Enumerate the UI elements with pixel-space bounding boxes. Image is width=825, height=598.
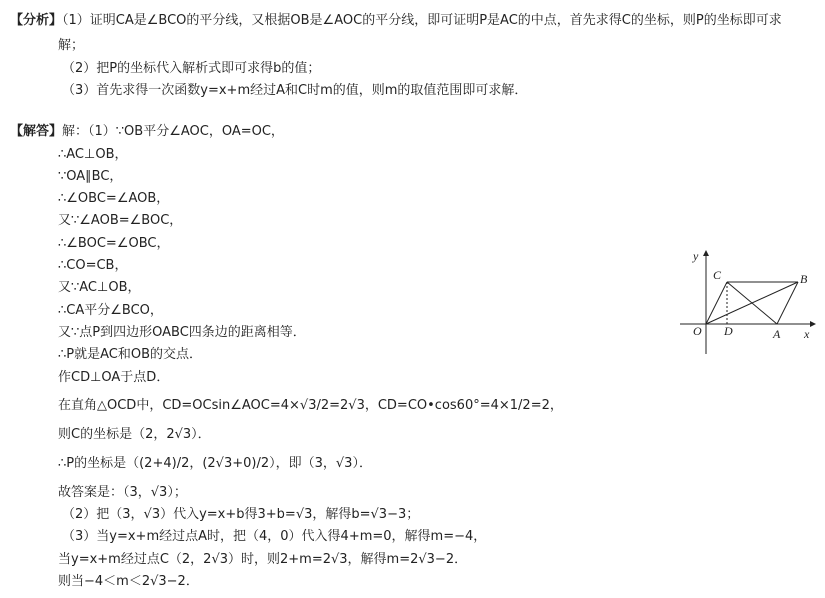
solution-line-12: 作CD⊥OA于点D．: [58, 370, 170, 385]
x-axis-arrow: [810, 321, 816, 327]
solution-line-3: ∵OA∥BC，: [58, 169, 123, 184]
solution-line-19: 当y=x+m经过点C（2，2√3）时，则2+m=2√3，解得m=2√3−2．: [58, 552, 468, 567]
solution-line-17: （2）把（3，√3）代入y=x+b得3+b=√3，解得b=√3−3；: [62, 507, 420, 522]
label-d: D: [724, 324, 733, 338]
solution-line-20: 则当−4＜m＜2√3−2．: [58, 574, 199, 589]
analysis-line-2: 解；: [58, 38, 85, 53]
y-axis-arrow: [703, 250, 709, 256]
analysis-line-3: （2）把P的坐标代入解析式即可求得b的值；: [62, 61, 321, 76]
segment-ba: [777, 282, 798, 324]
label-b: B: [800, 272, 808, 286]
segment-oc: [706, 282, 727, 324]
solution-tag: 【解答】: [10, 124, 63, 139]
label-c: C: [713, 268, 722, 282]
solution-line-18: （3）当y=x+m经过点A时，把（4，0）代入得4+m=0，解得m=−4，: [62, 529, 487, 544]
solution-line-8: 又∵AC⊥OB，: [58, 280, 141, 295]
solution-line-10: 又∵点P到四边形OABC四条边的距离相等．: [58, 325, 306, 340]
analysis-line-4: （3）首先求得一次函数y=x+m经过A和C时m的值，则m的取值范围即可求解．: [62, 83, 528, 98]
segment-ca: [727, 282, 777, 324]
solution-line-5: 又∵∠AOB=∠BOC，: [58, 213, 183, 228]
solution-line-14: 则C的坐标是（2，2√3）．: [58, 427, 211, 442]
solution-line-6: ∴∠BOC=∠OBC，: [58, 236, 170, 251]
solution-line-11: ∴P就是AC和OB的交点．: [58, 347, 203, 362]
label-a: A: [773, 327, 781, 341]
analysis-line-1: 【分析】（1）证明CA是∠BCO的平分线，又根据OB是∠AOC的平分线，即可证明P是AC的中点，首先求得C的坐标，则P的坐标即可求: [10, 13, 782, 28]
label-y: y: [693, 249, 699, 263]
analysis-tag: 【分析】: [10, 13, 63, 28]
solution-line-1: 【解答】解：（1）∵OB平分∠AOC，OA=OC，: [10, 124, 284, 139]
solution-line-15: ∴P的坐标是（(2+4)/2，(2√3+0)/2），即（3，√3）．: [58, 456, 372, 471]
solution-line-16: 故答案是：（3，√3）；: [58, 485, 187, 500]
solution-line-9: ∴CA平分∠BCO，: [58, 303, 163, 318]
geometry-figure: [676, 246, 816, 358]
solution-line-2: ∴AC⊥OB，: [58, 147, 128, 162]
label-o: O: [693, 324, 702, 338]
solution-line-13: 在直角△OCD中，CD=OCsin∠AOC=4×√3/2=2√3，CD=CO•cos60°=4×1/2=2，: [58, 398, 563, 413]
solution-line-4: ∴∠OBC=∠AOB，: [58, 191, 170, 206]
label-x: x: [804, 327, 810, 341]
solution-line-7: ∴CO=CB，: [58, 258, 128, 273]
